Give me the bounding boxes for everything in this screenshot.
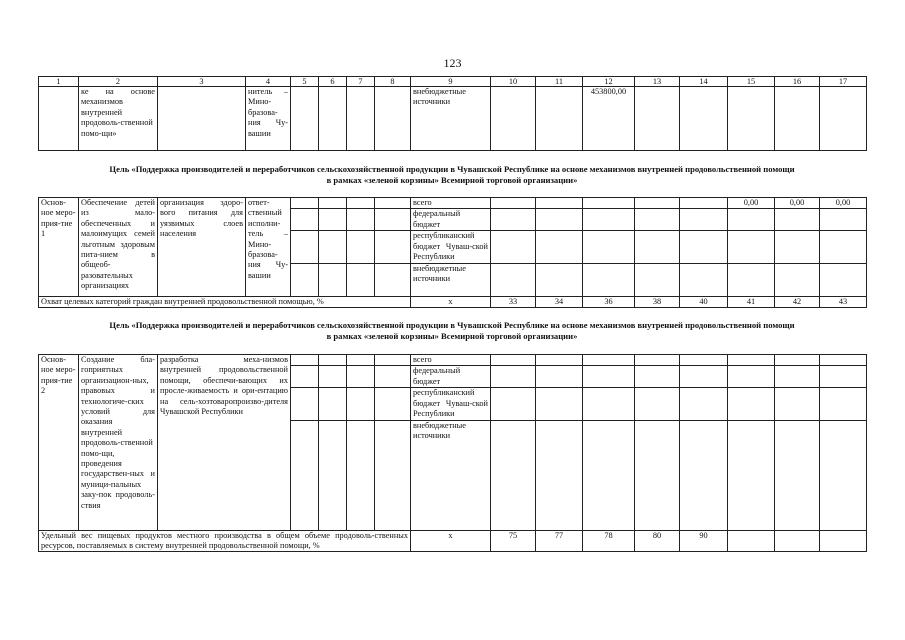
indicator-row: [39, 296, 867, 307]
funding-source: внебюджетные источники: [411, 420, 491, 530]
indicator-value: 78: [583, 530, 635, 552]
indicator-value: 41: [728, 296, 775, 307]
indicator-value: 77: [536, 530, 583, 552]
amount-cell: 0,00: [820, 198, 867, 209]
goal-heading-line: Цель «Поддержка производителей и переработчиков сельскохозяйственной продукции в Чувашской Республике на основе механизмов внутренней продовольственной помощи: [109, 320, 795, 330]
goal-heading-line: в рамках «зеленой корзины» Всемирной торговой организации»: [326, 175, 578, 185]
indicator-value: 43: [820, 296, 867, 307]
continuation-source: внебюджетные источники: [411, 87, 491, 151]
indicator-label: Удельный вес пищевых продуктов местного производства в общем объеме продоволь-ственных ресурсов, поставляемых в систему внутренней продовольственной помощи, %: [39, 530, 411, 552]
column-number: 12: [583, 77, 635, 87]
funding-source: республиканский бюджет Чуваш-ской Республики: [411, 231, 491, 263]
column-number: 1: [39, 77, 79, 87]
column-number: 14: [680, 77, 728, 87]
continuation-row: [39, 87, 867, 151]
column-number: 11: [536, 77, 583, 87]
indicator-value: 80: [635, 530, 680, 552]
table-event-1: [38, 197, 867, 308]
funding-source: всего: [411, 355, 491, 366]
funding-source: федеральный бюджет: [411, 366, 491, 388]
amount-cell: 0,00: [728, 198, 775, 209]
column-number: 15: [728, 77, 775, 87]
column-number: 9: [411, 77, 491, 87]
goal-heading-1: [38, 164, 866, 186]
funding-source: внебюджетные источники: [411, 263, 491, 296]
table-event-2: [38, 354, 867, 552]
indicator-value: х: [411, 296, 491, 307]
event-result: разработка меха-низмов внутренней продовольственной помощи, обеспечи-вающих их просле-живаемость и ори-ентацию на сель-хозтоваропроизво-дителя Чувашской Республики: [158, 355, 291, 531]
continuation-event-name: ке на основе механизмов внутренней продоволь-ственной помо-щи»: [79, 87, 158, 151]
column-number: 6: [319, 77, 347, 87]
indicator-value: 75: [491, 530, 536, 552]
continuation-executor: нитель – Мино-бразова-ния Чу-вашии: [246, 87, 291, 151]
table-header-continuation: [38, 76, 867, 151]
goal-heading-2: [38, 320, 866, 342]
event-number: Основ-ное меро-прия-тие 2: [39, 355, 79, 531]
indicator-value: 40: [680, 296, 728, 307]
indicator-row: [39, 530, 867, 552]
event-result: организация здоро-вого питания для уязвимых слоев населения: [158, 198, 246, 297]
amount-cell: 0,00: [775, 198, 820, 209]
column-number: 7: [347, 77, 375, 87]
goal-heading-line: Цель «Поддержка производителей и переработчиков сельскохозяйственной продукции в Чувашской Республике на основе механизмов внутренней продовольственной помощи: [109, 164, 795, 174]
column-number: 17: [820, 77, 867, 87]
page-number: 123: [443, 56, 462, 70]
goal-heading-line: в рамках «зеленой корзины» Всемирной торговой организации»: [326, 331, 578, 341]
event-name: Обеспечение детей из мало-обеспеченных и малоимущих семей льготным здоровым пита-нием в общеоб-разовательных организациях: [79, 198, 158, 297]
indicator-value: 38: [635, 296, 680, 307]
funding-source: федеральный бюджет: [411, 209, 491, 231]
indicator-value: х: [411, 530, 491, 552]
column-number: 8: [375, 77, 411, 87]
indicator-value: 33: [491, 296, 536, 307]
indicator-value: 34: [536, 296, 583, 307]
column-number-row: [39, 77, 867, 87]
continuation-amount: 453800,00: [583, 87, 635, 151]
column-number: 16: [775, 77, 820, 87]
column-number: 4: [246, 77, 291, 87]
indicator-value: 42: [775, 296, 820, 307]
column-number: 3: [158, 77, 246, 87]
event-executor: ответ-ственный исполни-тель – Мино-бразова-ния Чу-вашии: [246, 198, 291, 297]
column-number: 10: [491, 77, 536, 87]
event-number: Основ-ное меро-прия-тие 1: [39, 198, 79, 297]
table-row: [39, 198, 867, 209]
column-number: 5: [291, 77, 319, 87]
column-number: 13: [635, 77, 680, 87]
funding-source: всего: [411, 198, 491, 209]
indicator-value: 36: [583, 296, 635, 307]
indicator-value: 90: [680, 530, 728, 552]
funding-source: республиканский бюджет Чуваш-ской Республики: [411, 388, 491, 420]
table-row: [39, 355, 867, 366]
event-name: Создание бла-гоприятных организацион-ных, правовых и технологиче-ских условий для оказания внутренней продоволь-ственной помо-щи, проведения государствен-ных и муници-пальных заку-пок продоволь-ствия: [79, 355, 158, 531]
indicator-label: Охват целевых категорий граждан внутренней продовольственной помощью, %: [39, 296, 411, 307]
column-number: 2: [79, 77, 158, 87]
